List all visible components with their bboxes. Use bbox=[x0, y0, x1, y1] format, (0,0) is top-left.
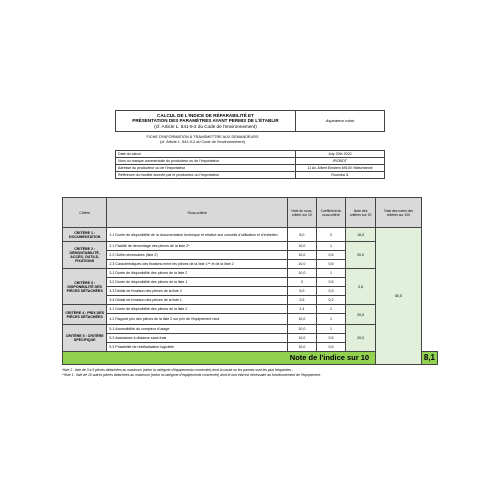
info-label: Adresse du producteur ou de l'importateur bbox=[116, 165, 296, 172]
subcriterion-label: 2.1 Facilité de démontage des pièces de la liste 2* bbox=[107, 242, 288, 251]
critere-1-note: 16,0 bbox=[346, 228, 376, 242]
info-heading-2: (cf. Article L. 541-9-2 du Code de l'environnement) bbox=[160, 139, 245, 144]
title-cell bbox=[116, 111, 296, 132]
subcriterion-note: 10,0 bbox=[287, 343, 316, 352]
info-heading-1: FICHE D'INFORMATION À TRANSMETTRE AUX DEMANDEURS bbox=[146, 135, 259, 139]
subcriterion-label: 5.1 Accessibilité du compteur d'usage bbox=[107, 325, 288, 334]
header-criteres: Critère bbox=[63, 198, 107, 228]
subcriterion-coef: 1 bbox=[316, 269, 345, 278]
subcriterion-coef: 0,5 bbox=[316, 278, 345, 287]
critere-3-note: 2,6 bbox=[346, 269, 376, 305]
subcriterion-coef: 0,5 bbox=[316, 251, 345, 260]
subcriterion-note: 10,0 bbox=[287, 242, 316, 251]
header-note-sous: Note du sous-critère sur 10 bbox=[287, 198, 316, 228]
critere-5-note: 20,0 bbox=[346, 325, 376, 352]
info-value: Roomba i1 bbox=[296, 172, 385, 179]
total-score: 80,5 bbox=[376, 228, 422, 365]
critere-2-name: CRITÈRE 2 : DÉMONTABILITÉ, ACCÈS, OUTILS, FIXATIONS bbox=[63, 242, 107, 269]
info-table bbox=[115, 150, 385, 179]
score-table bbox=[62, 197, 438, 365]
critere-3-name: CRITÈRE 3 : DISPONIBILITÉ DES PIÈCES DÉTACHÉES bbox=[63, 269, 107, 305]
subcriterion-label: 3.3 Délais de livraison des pièces de la liste 2 bbox=[107, 287, 288, 296]
critere-1-name: CRITÈRE 1 : DOCUMENTATION bbox=[63, 228, 107, 242]
subcriterion-note: 5,0 bbox=[287, 287, 316, 296]
subcriterion-label: 3.2 Durée de disponibilité des pièces de la liste 1 bbox=[107, 278, 288, 287]
product-cell: Aspirateur robot bbox=[296, 111, 385, 132]
info-value: IROBOT bbox=[296, 158, 385, 165]
footnotes bbox=[62, 368, 442, 377]
subcriterion-label: 5.3 Possibilité de réinitialisation logicielle bbox=[107, 343, 288, 352]
subcriterion-note: 10,0 bbox=[287, 251, 316, 260]
subcriterion-label: 2.3 Caractéristiques des fixations entre les pièces de la liste 1** et de la liste 2 bbox=[107, 260, 288, 269]
subcriterion-note: 1,4 bbox=[287, 305, 316, 314]
title-line-1: CALCUL DE L'INDICE DE RÉPARABILITÉ ET bbox=[157, 113, 254, 119]
header-total: Total des notes des critères sur 100 bbox=[376, 198, 422, 228]
subcriterion-label: 4.2 Rapport prix des pièces de la liste 2 sur prix de l'équipement neuf bbox=[107, 314, 288, 325]
subcriterion-coef: 1 bbox=[316, 325, 345, 334]
subcriterion-label: 3.4 Délais de livraison des pièces de la liste 1 bbox=[107, 296, 288, 305]
subcriterion-note: 10,0 bbox=[287, 269, 316, 278]
subcriterion-note: 10,0 bbox=[287, 334, 316, 343]
subcriterion-label: 1.1 Durée de disponibilité de la documentation technique et relative aux conseils d'utilisation et d'entretien bbox=[107, 228, 288, 242]
subcriterion-label: 2.2 Outils nécessaires (liste 2) bbox=[107, 251, 288, 260]
header-note-critere: Note des critères sur 20 bbox=[346, 198, 376, 228]
info-heading bbox=[115, 135, 290, 144]
subcriterion-label: 4.1 Durée de disponibilité des pièces de la liste 2 bbox=[107, 305, 288, 314]
subcriterion-note: 8,0 bbox=[287, 228, 316, 242]
subcriterion-coef: 1 bbox=[316, 314, 345, 325]
subcriterion-coef: 0,5 bbox=[316, 334, 345, 343]
title-line-2: PRÉSENTATION DES PARAMÈTRES AYANT PERMIS DE L'ÉTABLIR bbox=[132, 118, 279, 124]
header-sous-critere: Sous-critère bbox=[107, 198, 288, 228]
subcriterion-note: 10,0 bbox=[287, 325, 316, 334]
subcriterion-label: 3.1 Durée de disponibilité des pièces de la liste 2 bbox=[107, 269, 288, 278]
subcriterion-note: 10,0 bbox=[287, 260, 316, 269]
footnote-1: *liste 2 : liste de 3 à 5 pièces détachées au maximum (selon la catégorie d'équipements concernée) dont la casse ou les pannes sont les plus fréquentes ; bbox=[62, 368, 293, 372]
subcriterion-label: 5.2 Assistance à distance sans frais bbox=[107, 334, 288, 343]
title-line-3: (cf. Article L. 541-9-2 du Code de l'environnement) bbox=[154, 123, 257, 129]
footnote-2: **liste 1 : liste de 10 autres pièces détachées au maximum (selon la catégorie d'équipements concernée) dont le bon état est nécessaire au fonctionnement de l'équipement. bbox=[62, 372, 321, 377]
index-value: 8,1 bbox=[421, 352, 437, 365]
subcriterion-coef: 1 bbox=[316, 242, 345, 251]
subcriterion-coef: 0,5 bbox=[316, 343, 345, 352]
critere-4-note: 20,0 bbox=[346, 305, 376, 325]
subcriterion-note: 10,0 bbox=[287, 314, 316, 325]
info-label: Référence du modèle donnée par le producteur ou l'importateur bbox=[116, 172, 296, 179]
subcriterion-coef: 0,5 bbox=[316, 260, 345, 269]
subcriterion-note: 0 bbox=[287, 278, 316, 287]
subcriterion-note: 2,5 bbox=[287, 296, 316, 305]
header-coefficient: Coefficient du sous-critère bbox=[316, 198, 345, 228]
critere-5-name: CRITÈRE 5 : CRITÈRE SPÉCIFIQUE bbox=[63, 325, 107, 352]
info-label: Nom ou marque commerciale du producteur ou de l'importateur bbox=[116, 158, 296, 165]
subcriterion-coef: 2 bbox=[316, 228, 345, 242]
subcriterion-coef: 0,3 bbox=[316, 287, 345, 296]
footer-spacer bbox=[63, 352, 376, 365]
title-table bbox=[115, 110, 385, 132]
critere-4-name: CRITÈRE 4 : PRIX DES PIÈCES DÉTACHÉES bbox=[63, 305, 107, 325]
info-label: Date du calcul bbox=[116, 151, 296, 158]
subcriterion-coef: 1 bbox=[316, 305, 345, 314]
index-label: Note de l'indice sur 10 bbox=[289, 353, 370, 362]
info-value: July 20th 2022 bbox=[296, 151, 385, 158]
critere-2-note: 20,0 bbox=[346, 242, 376, 269]
subcriterion-coef: 0,2 bbox=[316, 296, 345, 305]
info-value: 11 Av. Albert Einstein 69100 Villeurbanne bbox=[296, 165, 385, 172]
